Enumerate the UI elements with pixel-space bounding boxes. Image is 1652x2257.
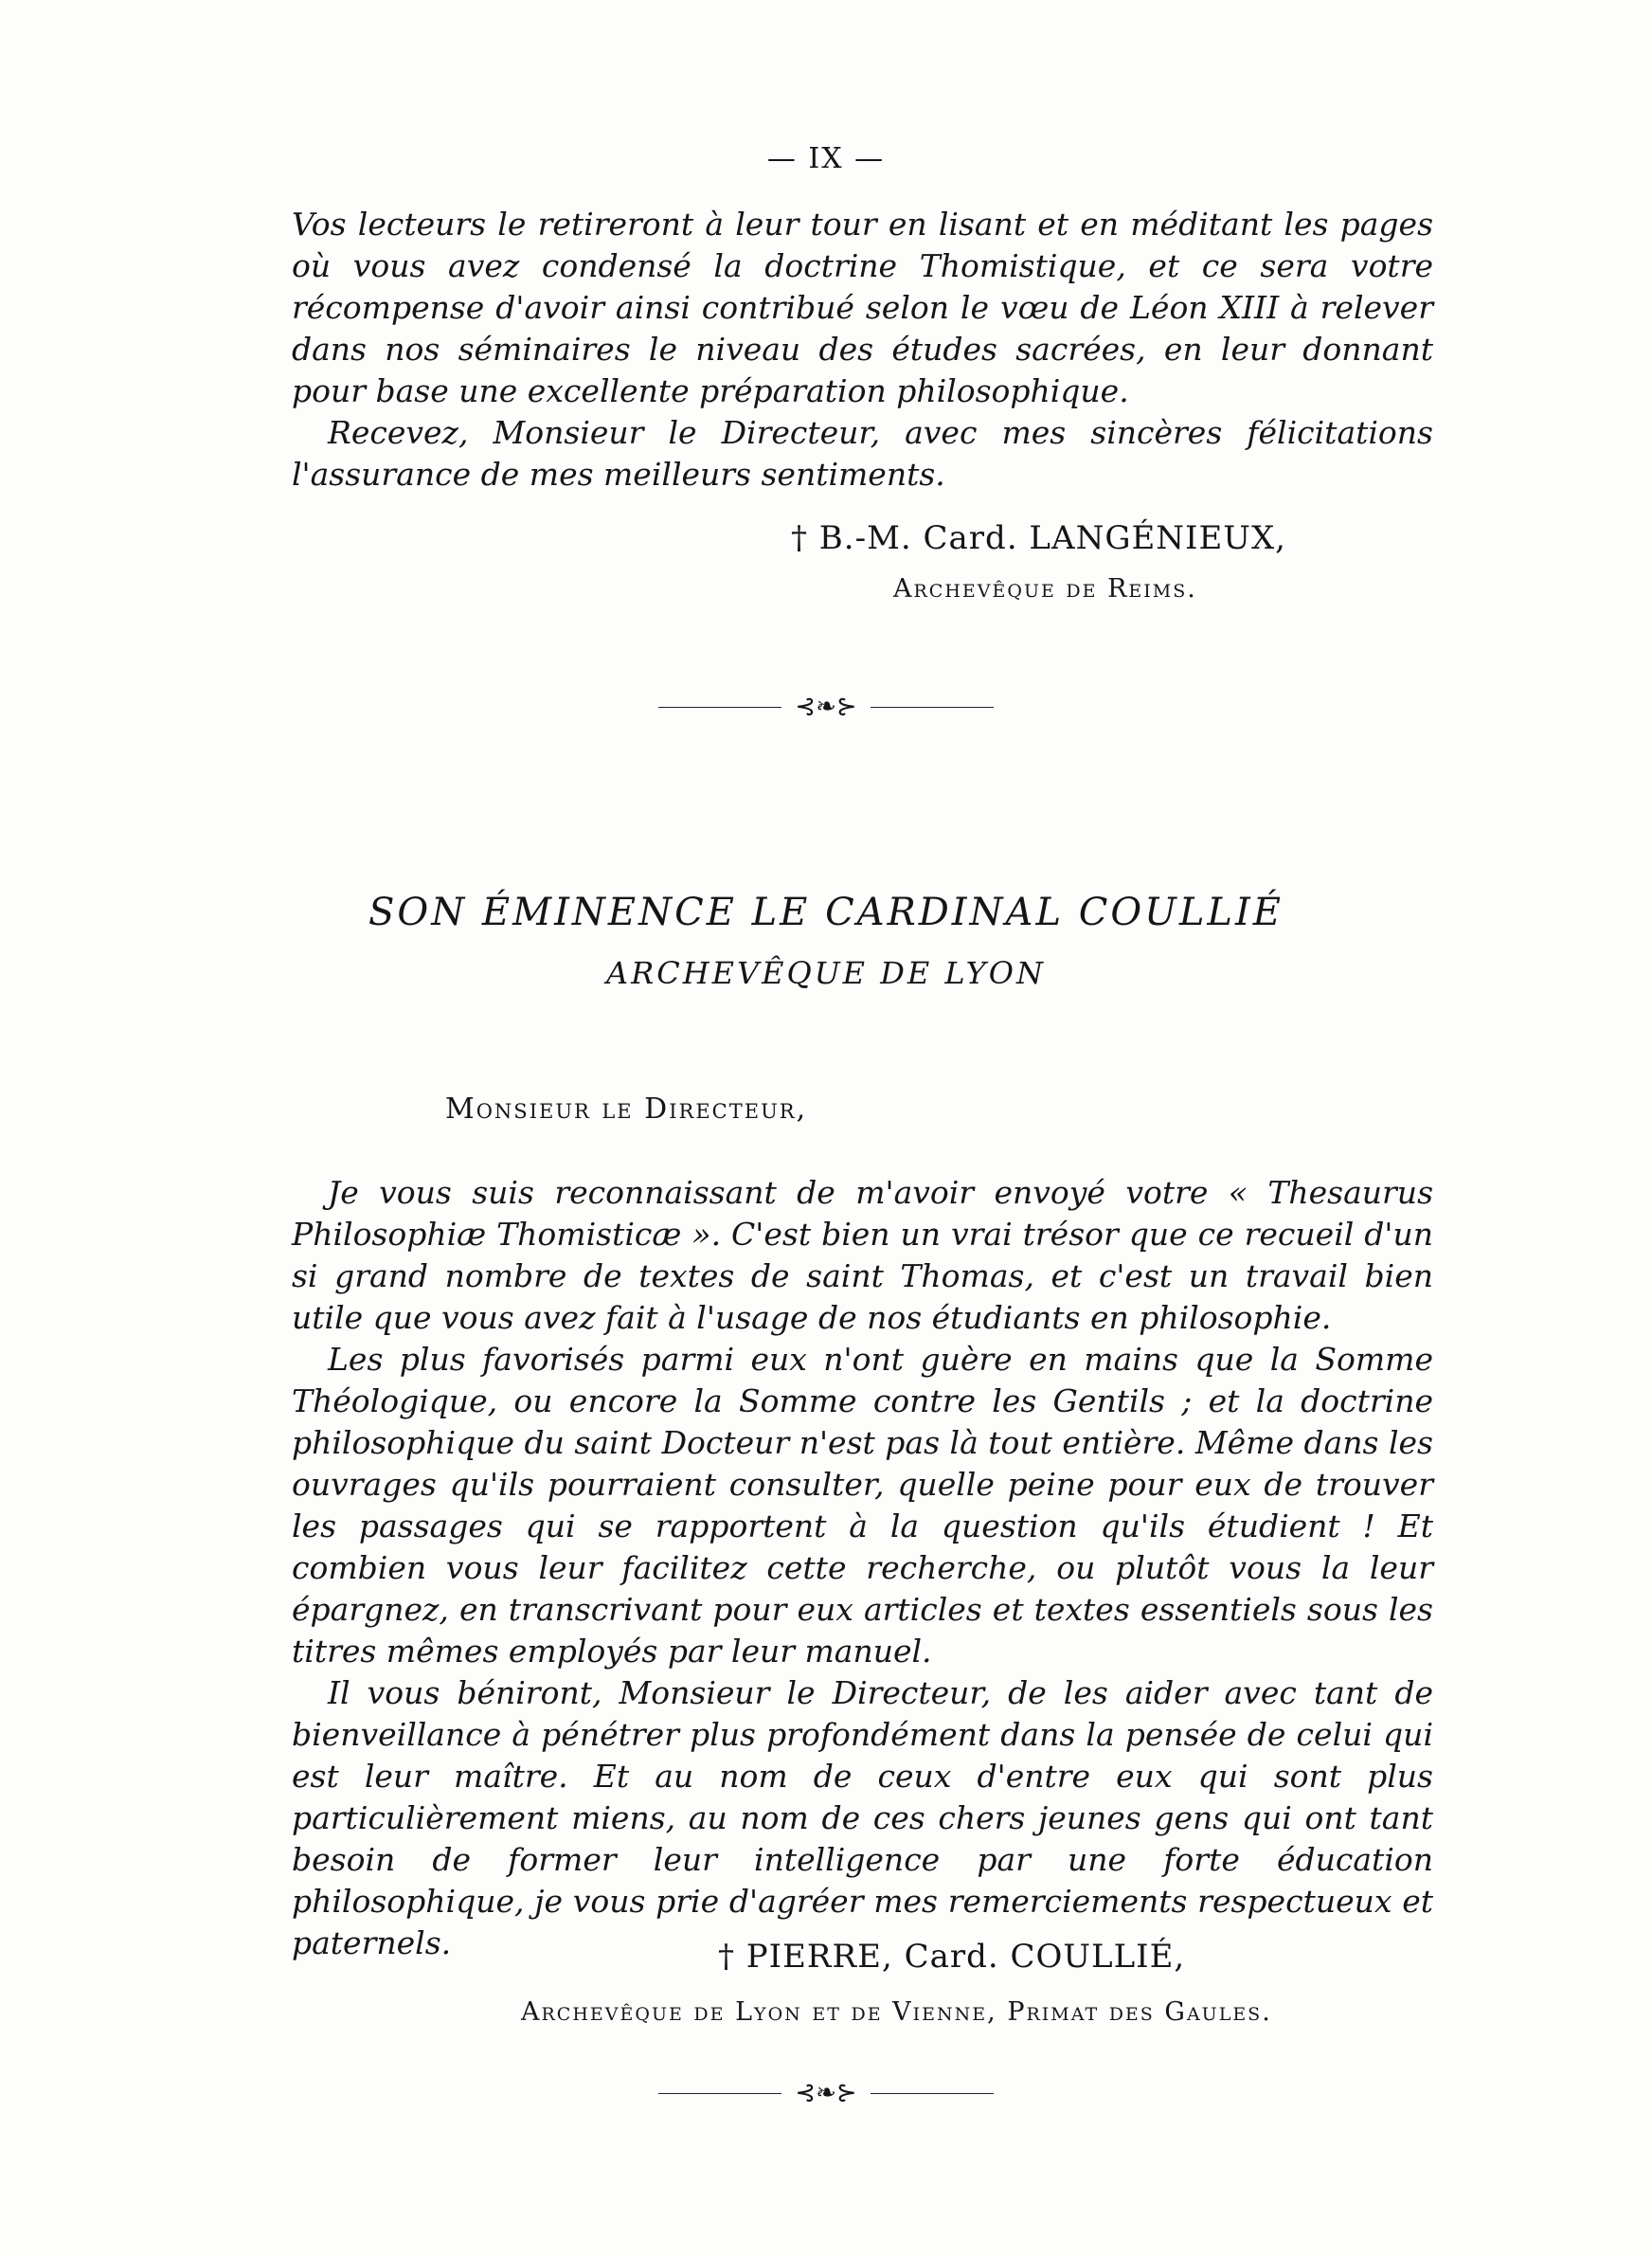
letter-heading: SON ÉMINENCE LE CARDINAL COULLIÉ (368, 891, 1284, 934)
letter-coullie-paragraph: Je vous suis reconnaissant de m'avoir envoyé votre « Thesaurus Philosophiæ Thomisticæ ». C'est bien un vrai trésor que ce recueil d'un si grand nombre de textes de saint Thomas, et c'est un travail bien utile que vous avez fait à l'usage de nos étudiants en philosophie. (292, 1174, 1433, 1336)
signature-title-coullie: Archevêque de Lyon et de Vienne, Primat des Gaules. (521, 1997, 1272, 2027)
divider-rule-right (871, 707, 994, 708)
ornamental-divider-bottom (0, 2078, 1652, 2107)
letter-coullie-paragraph: Il vous béniront, Monsieur le Directeur, de les aider avec tant de bienveillance à pénétrer plus profondément dans la pensée de celui qui est leur maître. Et au nom de ceux d'entre eux qui sont plus particulièrement miens, au nom de ces chers jeunes gens qui ont tant besoin de former leur intelligence par une forte éducation philosophique, je vous prie d'agréer mes remerciements respectueux et paternels. (292, 1674, 1433, 1961)
fleuron-icon: ⊰❧⊱ (795, 693, 857, 721)
letter-coullie-body (292, 1172, 1433, 1964)
letter-langenieux-paragraph: Recevez, Monsieur le Directeur, avec mes sincères félicitations l'assurance de mes meilleurs sentiments. (292, 414, 1433, 493)
fleuron-icon: ⊰❧⊱ (795, 2079, 857, 2107)
letter-coullie-paragraph: Les plus favorisés parmi eux n'ont guère en mains que la Somme Théologique, ou encore la Somme contre les Gentils ; et la doctrine philosophique du saint Docteur n'est pas là tout entière. Même dans les ouvrages qu'ils pourraient consulter, quelle peine pour eux de trouver les passages qui se rapportent à la question qu'ils étudient ! Et combien vous leur facilitez cette recherche, ou plutôt vous la leur épargnez, en transcrivant pour eux articles et textes essentiels sous les titres mêmes employés par leur manuel. (292, 1341, 1433, 1670)
signature-coullie: † PIERRE, Card. COULLIÉ, (718, 1938, 1186, 1976)
ornamental-divider (0, 692, 1652, 721)
divider-rule-right (871, 2093, 994, 2094)
salutation: Monsieur le Directeur, (445, 1092, 808, 1126)
letter-langenieux-body (292, 204, 1433, 496)
letter-langenieux-paragraph: Vos lecteurs le retireront à leur tour en lisant et en méditant les pages où vous avez condensé la doctrine Thomistique, et ce sera votre récompense d'avoir ainsi contribué selon le vœu de Léon XIII à relever dans nos séminaires le niveau des études sacrées, en leur donnant pour base une excellente préparation philosophique. (292, 206, 1433, 409)
signature-title-langenieux: Archevêque de Reims. (893, 574, 1197, 604)
signature-langenieux: † B.-M. Card. LANGÉNIEUX, (791, 519, 1286, 557)
letter-subheading: ARCHEVÊQUE DE LYON (606, 955, 1046, 991)
page-number: — IX — (766, 142, 886, 175)
divider-rule-left (658, 2093, 781, 2094)
divider-rule-left (658, 707, 781, 708)
